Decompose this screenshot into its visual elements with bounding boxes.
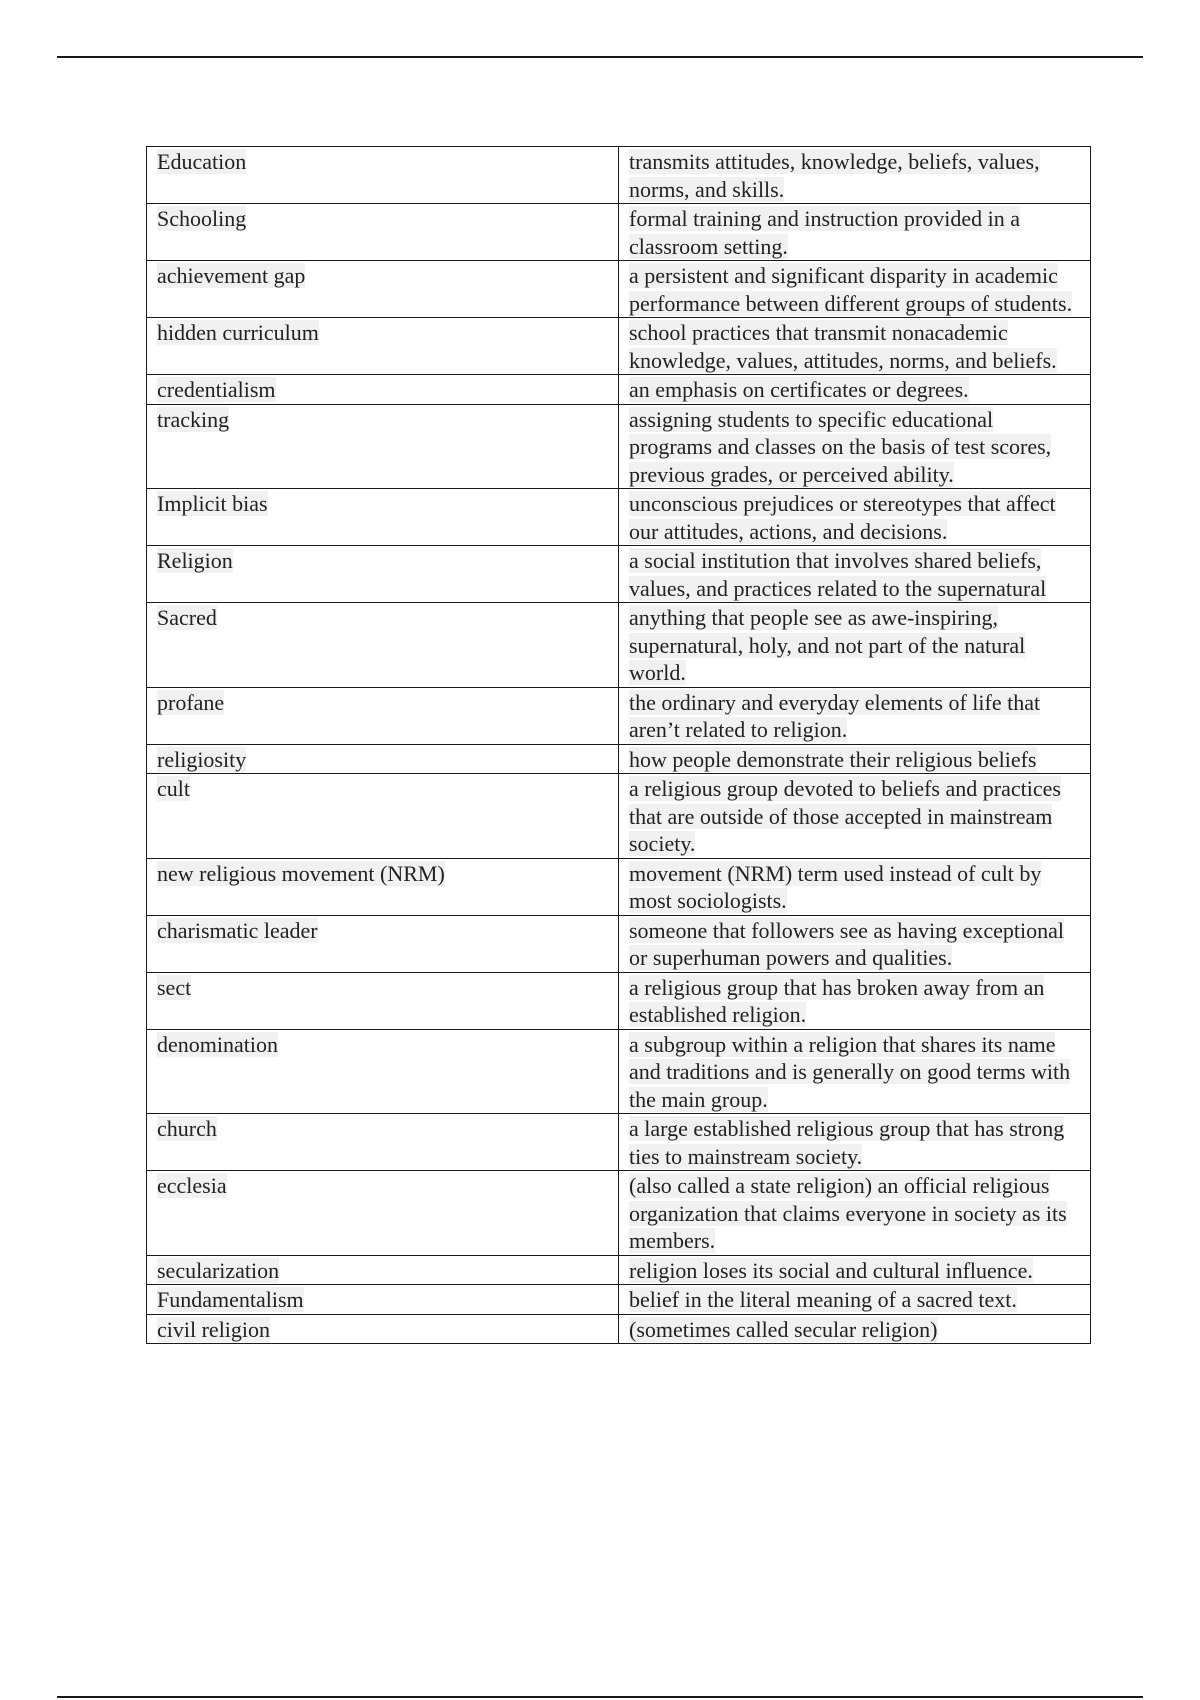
definition-text: school practices that transmit nonacademic knowledge, values, attitudes, norms, and beliefs. xyxy=(629,320,1057,373)
table-row xyxy=(147,147,1091,204)
table-row xyxy=(147,603,1091,688)
definition-cell xyxy=(619,318,1091,375)
term-text: charismatic leader xyxy=(157,917,318,943)
definition-cell xyxy=(619,774,1091,859)
term-cell xyxy=(147,546,619,603)
term-cell xyxy=(147,404,619,489)
term-cell xyxy=(147,1314,619,1344)
table-row xyxy=(147,318,1091,375)
definition-cell xyxy=(619,489,1091,546)
term-text: civil religion xyxy=(157,1316,271,1342)
table-row xyxy=(147,1285,1091,1315)
definition-text: belief in the literal meaning of a sacred text. xyxy=(629,1287,1017,1312)
term-cell xyxy=(147,858,619,915)
term-cell xyxy=(147,1114,619,1171)
definition-cell xyxy=(619,1114,1091,1171)
definition-text: a persistent and significant disparity in academic performance between different groups of students. xyxy=(629,263,1073,316)
definition-text: a large established religious group that has strong ties to mainstream society. xyxy=(629,1116,1065,1169)
term-cell xyxy=(147,318,619,375)
term-cell xyxy=(147,1285,619,1315)
term-cell xyxy=(147,1255,619,1285)
term-text: hidden curriculum xyxy=(157,320,319,345)
term-text: new religious movement (NRM) xyxy=(157,860,445,886)
definition-cell xyxy=(619,261,1091,318)
definition-cell xyxy=(619,915,1091,972)
definition-text: formal training and instruction provided in a classroom setting. xyxy=(629,206,1021,259)
term-cell xyxy=(147,147,619,204)
term-cell xyxy=(147,489,619,546)
term-cell xyxy=(147,744,619,774)
term-cell xyxy=(147,1171,619,1256)
term-cell xyxy=(147,972,619,1029)
definition-cell xyxy=(619,546,1091,603)
table-row xyxy=(147,1314,1091,1344)
definition-text: an emphasis on certificates or degrees. xyxy=(629,377,969,402)
definition-text: anything that people see as awe-inspiring, supernatural, holy, and not part of the natural world. xyxy=(629,605,1026,685)
term-text: church xyxy=(157,1116,217,1141)
term-cell xyxy=(147,603,619,688)
definition-text: the ordinary and everyday elements of life that aren’t related to religion. xyxy=(629,689,1041,742)
definition-cell xyxy=(619,687,1091,744)
definition-text: someone that followers see as having exceptional or superhuman powers and qualities. xyxy=(629,917,1064,970)
table-row xyxy=(147,858,1091,915)
definition-text: (also called a state religion) an official religious organization that claims everyone in society as its members. xyxy=(629,1173,1067,1253)
definition-cell xyxy=(619,404,1091,489)
definition-text: unconscious prejudices or stereotypes that affect our attitudes, actions, and decisions. xyxy=(629,491,1056,544)
table-row xyxy=(147,261,1091,318)
table-row xyxy=(147,915,1091,972)
definition-cell xyxy=(619,375,1091,405)
table-row xyxy=(147,546,1091,603)
term-text: Sacred xyxy=(157,605,217,630)
term-text: tracking xyxy=(157,406,230,432)
table-row xyxy=(147,972,1091,1029)
footer-rule xyxy=(57,1696,1143,1698)
definition-cell xyxy=(619,147,1091,204)
term-text: religiosity xyxy=(157,746,247,772)
definition-text: religion loses its social and cultural influence. xyxy=(629,1257,1033,1283)
term-cell xyxy=(147,204,619,261)
definition-text: a religious group that has broken away from an established religion. xyxy=(629,974,1045,1027)
definition-cell xyxy=(619,1285,1091,1315)
definition-cell xyxy=(619,204,1091,261)
term-text: Religion xyxy=(157,548,233,573)
definition-text: a social institution that involves shared beliefs, values, and practices related to the supernatural xyxy=(629,548,1047,601)
table-row xyxy=(147,1114,1091,1171)
definition-text: how people demonstrate their religious beliefs xyxy=(629,746,1037,772)
term-cell xyxy=(147,375,619,405)
term-text: Schooling xyxy=(157,206,247,231)
table-row xyxy=(147,1255,1091,1285)
definition-text: a religious group devoted to beliefs and practices that are outside of those accepted in mainstream society. xyxy=(629,776,1061,856)
definition-cell xyxy=(619,972,1091,1029)
definition-text: assigning students to specific educational programs and classes on the basis of test scores, previous grades, or perceived ability. xyxy=(629,406,1052,487)
definition-cell xyxy=(619,1255,1091,1285)
term-text: secularization xyxy=(157,1257,280,1283)
term-text: credentialism xyxy=(157,377,276,402)
definition-cell xyxy=(619,744,1091,774)
table-row xyxy=(147,489,1091,546)
table-row xyxy=(147,204,1091,261)
table-row xyxy=(147,687,1091,744)
term-text: denomination xyxy=(157,1031,278,1057)
term-cell xyxy=(147,261,619,318)
header-rule xyxy=(57,56,1143,58)
definition-text: movement (NRM) term used instead of cult by most sociologists. xyxy=(629,860,1042,913)
term-text: ecclesia xyxy=(157,1173,227,1198)
definition-text: transmits attitudes, knowledge, beliefs, values, norms, and skills. xyxy=(629,149,1040,202)
term-text: achievement gap xyxy=(157,263,306,288)
definition-cell xyxy=(619,858,1091,915)
definition-text: (sometimes called secular religion) xyxy=(629,1316,938,1342)
table-row xyxy=(147,1171,1091,1256)
definition-text: a subgroup within a religion that shares its name and traditions and is generally on good terms with the main group. xyxy=(629,1031,1071,1112)
term-cell xyxy=(147,1029,619,1114)
term-cell xyxy=(147,915,619,972)
term-text: cult xyxy=(157,776,190,801)
term-text: sect xyxy=(157,974,192,1000)
term-text: Education xyxy=(157,149,247,174)
table-row xyxy=(147,375,1091,405)
definition-cell xyxy=(619,603,1091,688)
definition-cell xyxy=(619,1314,1091,1344)
term-text: Implicit bias xyxy=(157,491,268,516)
term-cell xyxy=(147,687,619,744)
table-row xyxy=(147,744,1091,774)
definition-cell xyxy=(619,1171,1091,1256)
glossary-body xyxy=(147,147,1091,1344)
table-row xyxy=(147,774,1091,859)
table-row xyxy=(147,1029,1091,1114)
definition-cell xyxy=(619,1029,1091,1114)
term-text: Fundamentalism xyxy=(157,1287,304,1312)
table-row xyxy=(147,404,1091,489)
term-text: profane xyxy=(157,689,225,715)
glossary-table xyxy=(146,146,1091,1344)
term-cell xyxy=(147,774,619,859)
